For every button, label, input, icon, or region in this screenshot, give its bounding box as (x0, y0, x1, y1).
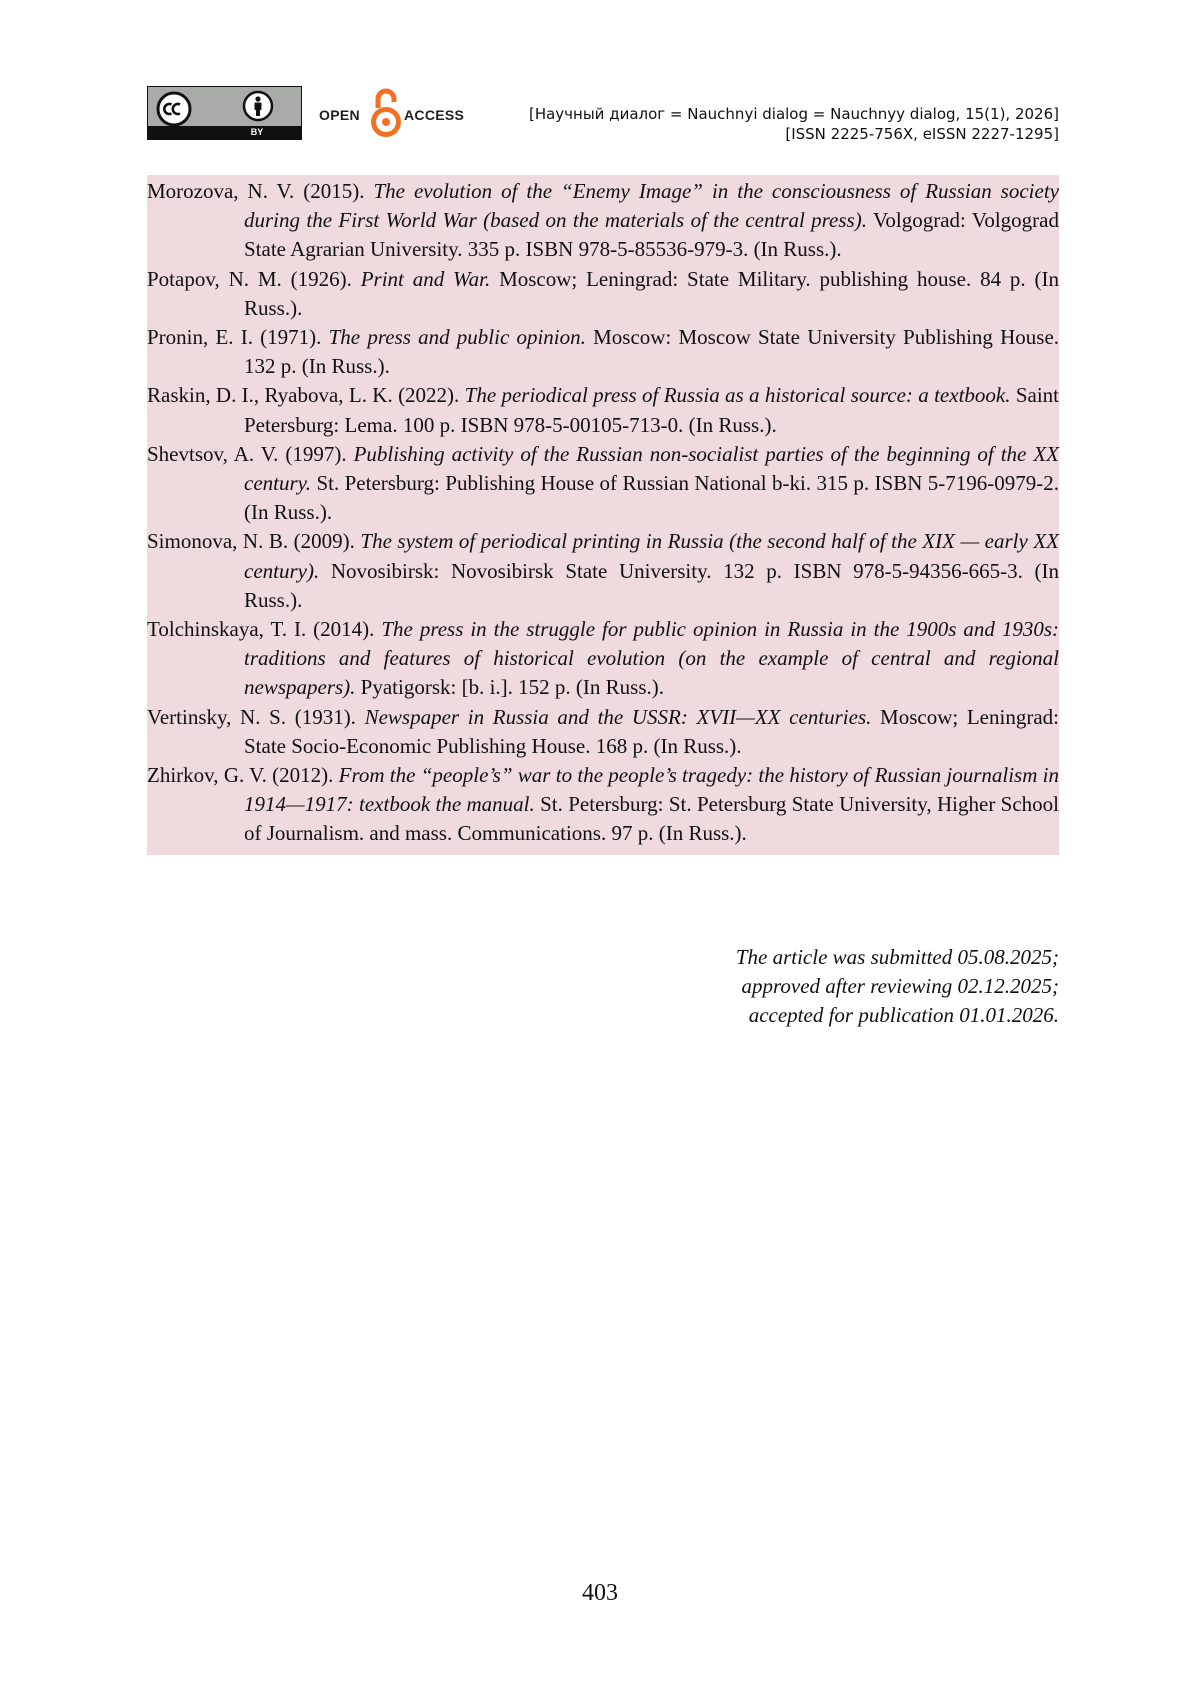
reference-title: The press and public opinion. (328, 325, 586, 350)
page-header (147, 86, 1059, 142)
reference-title: Publishing activity of the Russian non-socialist parties of the beginning of the XX century. (244, 441, 1060, 496)
reference-author: Zhirkov, G. V. (2012). (147, 763, 339, 788)
reference-title: The evolution of the “Enemy Image” in the consciousness of Russian society during the First World War (based on the materials of the central press). (244, 179, 1059, 233)
reference-item (147, 527, 1059, 615)
reference-title: The system of periodical printing in Russia (the second half of the XIX — early XX century). (244, 529, 1060, 583)
reference-author: Simonova, N. B. (2009). (147, 529, 361, 554)
attribution-person-icon (242, 90, 274, 122)
reference-item (147, 323, 1059, 381)
journal-issn: [ISSN 2225-756X, eISSN 2227-1295] (785, 125, 1059, 143)
reference-list (147, 175, 1059, 855)
open-lock-icon (369, 86, 403, 140)
reference-item (147, 761, 1059, 849)
reference-item (147, 703, 1059, 761)
reference-author: Shevtsov, A. V. (1997). (147, 441, 354, 466)
reference-details: St. Petersburg: St. Petersburg State University, Higher School of Journalism. and mass. Communications. 97 p. (In Russ.). (244, 792, 1059, 846)
access-label: ACCESS (404, 107, 465, 123)
reference-details: Novosibirsk: Novosibirsk State University. 132 p. ISBN 978-5-94356-665-3. (In Russ.). (244, 558, 1059, 612)
reference-details: Saint Petersburg: Lema. 100 p. ISBN 978-5-00105-713-0. (In Russ.). (244, 383, 1059, 437)
reference-author: Raskin, D. I., Ryabova, L. K. (2022). (147, 383, 465, 408)
journal-info (529, 104, 1059, 144)
journal-citation: [Научный диалог = Nauchnyi dialog = Nauchnyy dialog, 15(1), 2026] (528, 105, 1059, 123)
reference-details: Pyatigorsk: [b. i.]. 152 p. (In Russ.). (355, 675, 664, 700)
reference-title: The periodical press of Russia as a historical source: a textbook. (464, 383, 1011, 408)
page-number: 403 (582, 1580, 618, 1606)
creative-commons-icon (156, 91, 192, 127)
reference-author: Pronin, E. I. (1971). (147, 325, 329, 350)
submitted-date: The article was submitted 05.08.2025; (735, 945, 1059, 969)
reference-details: Moscow; Leningrad: State Socio-Economic Publishing House. 168 p. (In Russ.). (244, 704, 1059, 758)
accepted-date: accepted for publication 01.01.2026. (748, 1003, 1059, 1028)
reference-details: Volgograd: Volgograd State Agrarian University. 335 p. ISBN 978-5-85536-979-3. (In Russ.). (244, 208, 1059, 262)
open-label: OPEN (319, 107, 360, 123)
reference-item (147, 381, 1059, 439)
reference-item (147, 177, 1059, 265)
reference-title: Print and War. (360, 266, 491, 291)
open-access-logo (319, 86, 469, 140)
reference-author: Tolchinskaya, T. I. (2014). (147, 617, 382, 642)
reference-details: Moscow; Leningrad: State Military. publishing house. 84 p. (In Russ.). (244, 266, 1059, 320)
approved-date: approved after reviewing 02.12.2025; (741, 974, 1059, 999)
reference-title: From the “people’s” war to the people’s tragedy: the history of Russian journalism in 1914—1917: textbook the manual. (244, 763, 1059, 817)
reference-item (147, 265, 1059, 323)
reference-item (147, 440, 1059, 528)
reference-title: Newspaper in Russia and the USSR: XVII—XX centuries. (364, 704, 872, 729)
reference-item (147, 615, 1059, 703)
cc-by-license-badge (147, 86, 302, 140)
reference-author: Vertinsky, N. S. (1931). (147, 704, 365, 729)
reference-author: Morozova, N. V. (2015). (147, 179, 374, 203)
reference-title: The press in the struggle for public opinion in Russia in the 1900s and 1930s: traditions and features of historical evolution (on the example of central and regional newspapers). (244, 617, 1059, 700)
license-label: BY (250, 127, 264, 137)
reference-author: Potapov, N. M. (1926). (147, 266, 361, 291)
license-band (148, 126, 301, 139)
submission-dates (736, 943, 1059, 1031)
reference-details: Moscow: Moscow State University Publishing House. 132 p. (In Russ.). (244, 325, 1060, 379)
reference-details: St. Petersburg: Publishing House of Russian National b-ki. 315 p. ISBN 5-7196-0979-2. (In Russ.). (244, 471, 1059, 525)
